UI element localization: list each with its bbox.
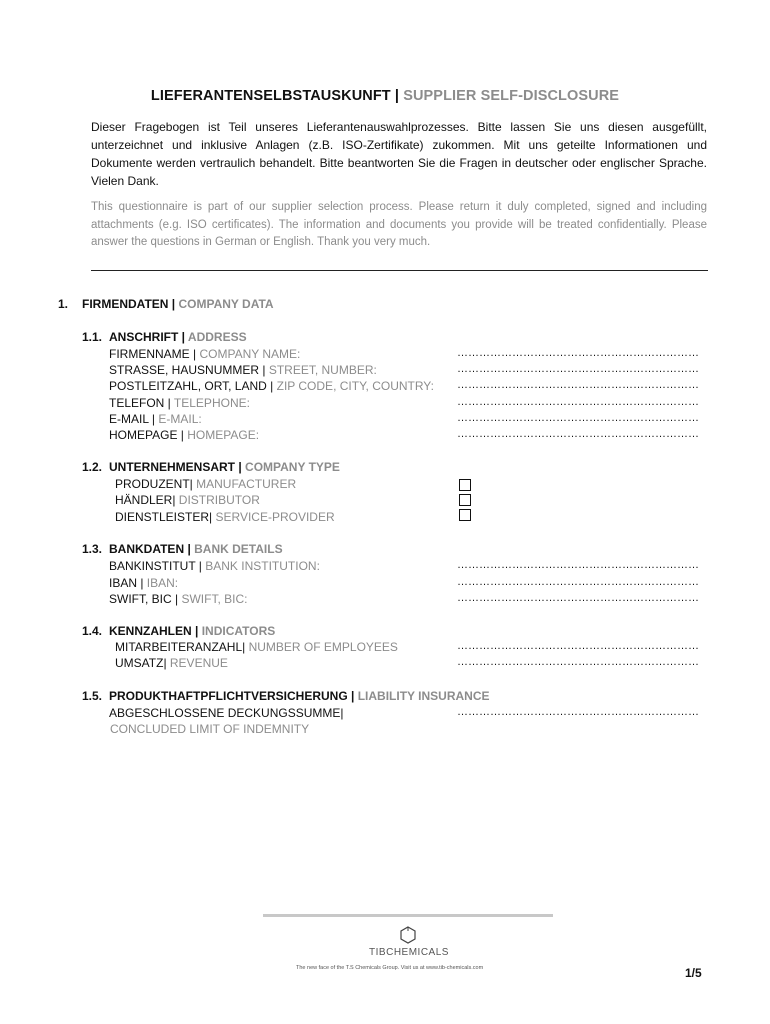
subsection-title-german: KENNZAHLEN | (109, 624, 202, 638)
subsection-title-english: LIABILITY INSURANCE (357, 689, 490, 703)
footer-divider (263, 914, 553, 917)
field-label-street: STRASSE, HAUSNUMMER | STREET, NUMBER: (109, 363, 377, 377)
field-input-email[interactable]: ………………………………………………………… (457, 412, 699, 424)
section-title-german: FIRMENDATEN | (82, 297, 179, 311)
subsection-liability-heading (82, 689, 490, 703)
footer-brand: TIBCHEMICALS (369, 947, 449, 958)
hexagon-logo-icon (399, 926, 417, 944)
field-label-zip-city-country: POSTLEITZAHL, ORT, LAND | ZIP CODE, CITY, COUNTRY: (109, 379, 434, 393)
document-title (0, 88, 770, 104)
option-label-manufacturer: PRODUZENT| MANUFACTURER (115, 477, 297, 491)
intro-german: Dieser Fragebogen ist Teil unseres Lieferantenauswahlprozesses. Bitte lassen Sie uns diesen ausgefüllt, unterzeichnet und inklusive Anlagen (z.B. ISO-Zertifikate) zukommen. Mit uns geteilte Informationen und Dokumente werden vertraulich behandelt. Bitte beantworten Sie die Fragen in deutscher oder englischer Sprache. Vielen Dank. (91, 120, 707, 188)
checkbox-distributor[interactable] (459, 494, 471, 506)
field-label-revenue: UMSATZ| REVENUE (115, 656, 228, 670)
field-input-telephone[interactable]: ………………………………………………………… (457, 396, 699, 408)
field-label-homepage: HOMEPAGE | HOMEPAGE: (109, 428, 260, 442)
field-input-company-name[interactable]: ………………………………………………………… (457, 347, 699, 359)
field-input-iban[interactable]: ………………………………………………………… (457, 576, 699, 588)
field-input-bank-institution[interactable]: ………………………………………………………… (457, 559, 699, 571)
subsection-title-german: ANSCHRIFT | (109, 330, 188, 344)
subsection-address-heading (82, 330, 247, 344)
field-input-limit-of-indemnity[interactable]: ………………………………………………………… (457, 706, 699, 718)
divider-line (91, 270, 708, 271)
subsection-number: 1.5. (82, 689, 103, 703)
field-label-company-name: FIRMENNAME | COMPANY NAME: (109, 347, 301, 361)
subsection-title-english: BANK DETAILS (194, 542, 283, 556)
field-input-revenue[interactable]: ………………………………………………………… (457, 656, 699, 668)
field-label-swift-bic: SWIFT, BIC | SWIFT, BIC: (109, 592, 248, 606)
subsection-title-english: ADDRESS (187, 330, 247, 344)
field-label-limit-english: CONCLUDED LIMIT OF INDEMNITY (110, 722, 310, 736)
title-separator: | (390, 88, 404, 104)
subsection-company-type-heading (82, 460, 340, 474)
subsection-number: 1.1. (82, 330, 103, 344)
subsection-title-english: INDICATORS (201, 624, 276, 638)
footer-tagline: The new face of the T.S Chemicals Group. Visit us at www.tib-chemicals.com (296, 965, 484, 971)
subsection-number: 1.2. (82, 460, 103, 474)
field-label-email: E-MAIL | E-MAIL: (109, 412, 202, 426)
field-label-iban: IBAN | IBAN: (109, 576, 179, 590)
section-title-english: COMPANY DATA (178, 297, 274, 311)
page-number: 1/5 (685, 966, 702, 980)
subsection-number: 1.3. (82, 542, 103, 556)
field-input-homepage[interactable]: ………………………………………………………… (457, 428, 699, 440)
intro-english: This questionnaire is part of our supplier selection process. Please return it duly completed, signed and including attachments (e.g. ISO certificates). The information and documents you provide will be treated confidentially. Please answer the questions in German or English. Thank you very much. (91, 201, 707, 248)
subsection-indicators-heading (82, 624, 275, 638)
field-label-employees: MITARBEITERANZAHL| NUMBER OF EMPLOYEES (115, 640, 398, 654)
field-label-telephone: TELEFON | TELEPHONE: (109, 396, 250, 410)
section-1-heading (58, 297, 274, 311)
subsection-title-german: PRODUKTHAFTPFLICHTVERSICHERUNG | (109, 689, 358, 703)
field-input-employees[interactable]: ………………………………………………………… (457, 640, 699, 652)
subsection-number: 1.4. (82, 624, 103, 638)
subsection-title-german: BANKDATEN | (109, 542, 195, 556)
checkbox-manufacturer[interactable] (459, 479, 471, 491)
title-german: LIEFERANTENSELBSTAUSKUNFT (150, 88, 391, 104)
section-number: 1. (58, 297, 69, 311)
field-input-swift-bic[interactable]: ………………………………………………………… (457, 592, 699, 604)
option-label-distributor: HÄNDLER| DISTRIBUTOR (115, 493, 260, 507)
option-label-service-provider: DIENSTLEISTER| SERVICE-PROVIDER (115, 510, 335, 524)
subsection-bank-details-heading (82, 542, 283, 556)
field-input-street[interactable]: ………………………………………………………… (457, 363, 699, 375)
field-input-zip-city-country[interactable]: ………………………………………………………… (457, 379, 699, 391)
subsection-title-german: UNTERNEHMENSART | (109, 460, 246, 474)
field-label-limit-german: ABGESCHLOSSENE DECKUNGSSUMME| (109, 706, 344, 720)
subsection-title-english: COMPANY TYPE (245, 460, 340, 474)
field-label-bank-institution: BANKINSTITUT | BANK INSTITUTION: (109, 559, 320, 573)
checkbox-service-provider[interactable] (459, 509, 471, 521)
title-english: SUPPLIER SELF-DISCLOSURE (403, 88, 620, 104)
